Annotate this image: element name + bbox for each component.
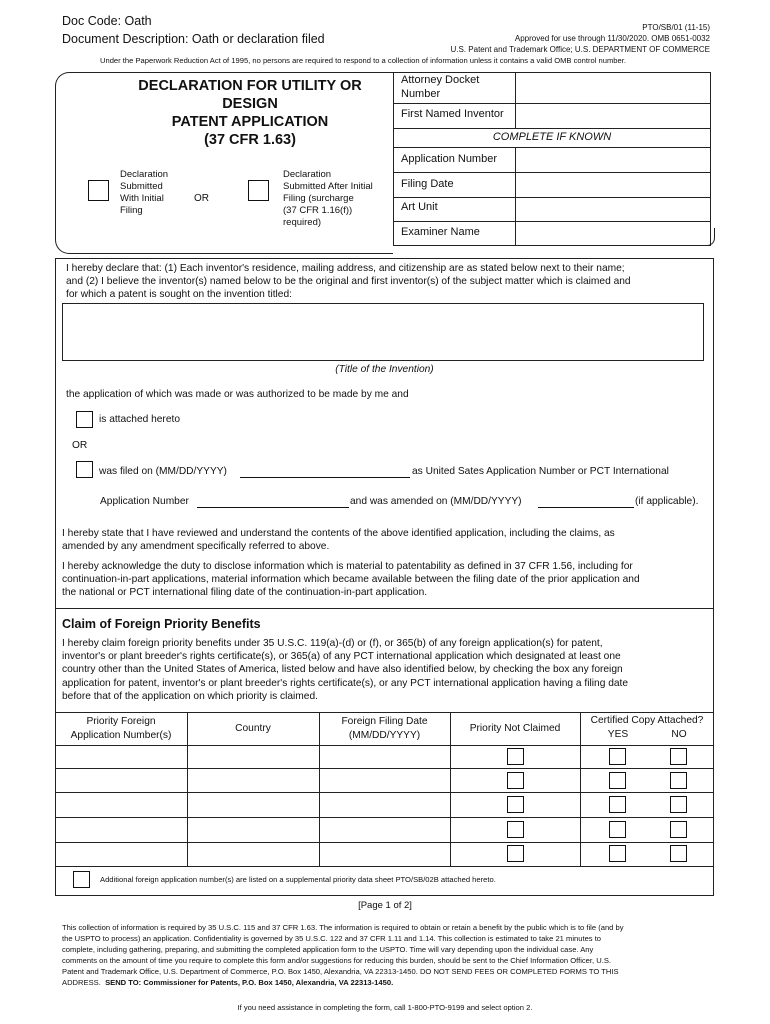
col-country: Country — [235, 723, 271, 734]
title-line2: DESIGN — [222, 96, 278, 112]
amended-date-input[interactable] — [538, 507, 634, 508]
col-filing-date: Foreign Filing Date (MM/DD/YYYY) — [341, 716, 428, 741]
form-number: PTO/SB/01 (11-15) — [642, 23, 710, 32]
attorney-docket-input[interactable] — [517, 74, 709, 101]
art-unit-input[interactable] — [517, 199, 709, 219]
filing-date-input[interactable] — [517, 174, 709, 195]
not-claimed-checkbox[interactable] — [507, 796, 524, 813]
certified-no-checkbox[interactable] — [670, 821, 687, 838]
option-or: OR — [194, 193, 209, 204]
certified-yes-checkbox[interactable] — [609, 772, 626, 789]
amended-on-label: and was amended on (MM/DD/YYYY) — [350, 496, 522, 507]
application-number-input[interactable] — [517, 149, 709, 170]
first-inventor-input[interactable] — [517, 105, 709, 126]
initial-filing-label: Declaration Submitted With Initial Filing — [120, 169, 169, 216]
certified-no-checkbox[interactable] — [670, 845, 687, 862]
filing-date-label: Filing Date — [401, 178, 454, 190]
if-applicable: (if applicable). — [635, 496, 699, 507]
paperwork-notice: Under the Paperwork Reduction Act of 1995, no persons are required to respond to a collection of information unless it contains a valid OMB control number. — [100, 56, 626, 65]
invention-title-input[interactable] — [62, 303, 704, 361]
not-claimed-checkbox[interactable] — [507, 845, 524, 862]
col-not-claimed: Priority Not Claimed — [469, 723, 561, 734]
certified-yes-checkbox[interactable] — [609, 845, 626, 862]
not-claimed-checkbox[interactable] — [507, 772, 524, 789]
not-claimed-checkbox[interactable] — [507, 821, 524, 838]
certified-no-checkbox[interactable] — [670, 748, 687, 765]
doc-code: Doc Code: Oath — [62, 14, 152, 28]
burden-statement: This collection of information is required by 35 U.S.C. 115 and 37 CFR 1.63. The information is required to obtain or retain a benefit by the public which is to file (and by the USPTO to process) an application. Confidentiality is governed by 35 U.S.C. 122 and 37 CFR 1.11 and 1.14. This collection is estimated to take 21 minutes to complete, including gathering, preparing, and submitting the completed application form to the USPTO. Time will vary depending upon the individual case. Any comments on the amount of time you require to complete this form and/or suggestions for reducing this burden, should be sent to the Chief Information Officer, U.S. Patent and Trademark Office, U.S. Department of Commerce, P.O. Box 1450, Alexandria, VA 22313-1450. DO NOT SEND FEES OR COMPLETED FORMS TO THIS ADDRESS. SEND TO: Commissioner for Patents, P.O. Box 1450, Alexandria, VA 22313-1450. — [62, 923, 624, 987]
or-text: OR — [72, 440, 88, 451]
foreign-priority-text: I hereby claim foreign priority benefits under 35 U.S.C. 119(a)-(d) or (f), or 365(b) of any foreign application(s) for patent, inventor's or plant breeder's rights certificate(s), or 365(a) of any PCT international application which designated at least one country other than the United States of America, listed below and have also identified below, by checking the box any foreign application for patent, inventor's or plant breeder's rights certificate(s), or any PCT international application having a filing date before that of the application on which priority is claimed. — [62, 638, 629, 702]
attorney-docket-label: Attorney Docket Number — [401, 74, 480, 100]
certified-no-checkbox[interactable] — [670, 796, 687, 813]
col-certified: Certified Copy Attached? — [590, 715, 704, 726]
additional-apps-checkbox[interactable] — [73, 871, 90, 888]
not-claimed-checkbox[interactable] — [507, 748, 524, 765]
title-line4: (37 CFR 1.63) — [204, 132, 296, 148]
us-app-label: as United Sates Application Number or PCT International — [412, 466, 669, 477]
title-line1: DECLARATION FOR UTILITY OR — [138, 78, 362, 94]
after-filing-label: Declaration Submitted After Initial Filing (surcharge (37 CFR 1.16(f)) required) — [283, 169, 373, 228]
certified-yes-checkbox[interactable] — [609, 748, 626, 765]
filed-on-checkbox[interactable] — [76, 461, 93, 478]
additional-apps-label: Additional foreign application number(s) are listed on a supplemental priority data sheet PTO/SB/02B attached hereto. — [100, 875, 496, 884]
help-line: If you need assistance in completing the form, call 1-800-PTO-9199 and select option 2. — [237, 1003, 533, 1012]
title-line3: PATENT APPLICATION — [171, 114, 329, 130]
title-caption: (Title of the Invention) — [335, 364, 434, 375]
certified-yes-checkbox[interactable] — [609, 796, 626, 813]
col-priority-number: Priority Foreign Application Number(s) — [70, 716, 172, 741]
filed-on-date-input[interactable] — [240, 477, 410, 478]
duty-statement: I hereby acknowledge the duty to disclose information which is material to patentability as defined in 37 CFR 1.56, including for continuation-in-part applications, material information which became available between the filing date of the prior application and the national or PCT international filing date of the continuation-in-part application. — [62, 561, 640, 599]
certified-yes-checkbox[interactable] — [609, 821, 626, 838]
col-yes: YES — [607, 729, 629, 740]
foreign-priority-heading: Claim of Foreign Priority Benefits — [62, 617, 261, 631]
certified-no-checkbox[interactable] — [670, 772, 687, 789]
declaration-statement: I hereby declare that: (1) Each inventor's residence, mailing address, and citizenship are as stated below next to their name; and (2) I believe the inventor(s) named below to be the original and first inventor(s) of the subject matter which is claimed and for which a patent is sought on the invention titled: — [66, 263, 631, 301]
attached-hereto-label: is attached hereto — [99, 414, 180, 425]
application-made-text: the application of which was made or was authorized to be made by me and — [66, 389, 409, 400]
page-indicator: [Page 1 of 2] — [358, 900, 412, 911]
initial-filing-checkbox[interactable] — [88, 180, 109, 201]
examiner-name-label: Examiner Name — [401, 226, 480, 238]
attached-hereto-checkbox[interactable] — [76, 411, 93, 428]
filed-on-label: was filed on (MM/DD/YYYY) — [99, 466, 227, 477]
first-inventor-label: First Named Inventor — [401, 108, 504, 120]
after-filing-checkbox[interactable] — [248, 180, 269, 201]
doc-description: Document Description: Oath or declaration filed — [62, 32, 325, 46]
examiner-name-input[interactable] — [517, 223, 709, 244]
complete-if-known: COMPLETE IF KNOWN — [492, 131, 612, 143]
approval-text: Approved for use through 11/30/2020. OMB 0651-0032 — [514, 34, 710, 43]
review-statement: I hereby state that I have reviewed and understand the contents of the above identified application, including the claims, as amended by any amendment specifically referred to above. — [62, 528, 615, 553]
application-number-label: Application Number — [401, 153, 497, 165]
app-number-label: Application Number — [100, 496, 189, 507]
agency-text: U.S. Patent and Trademark Office; U.S. DEPARTMENT OF COMMERCE — [450, 45, 710, 54]
art-unit-label: Art Unit — [401, 201, 438, 213]
app-number-input[interactable] — [197, 507, 349, 508]
col-no: NO — [671, 729, 687, 740]
